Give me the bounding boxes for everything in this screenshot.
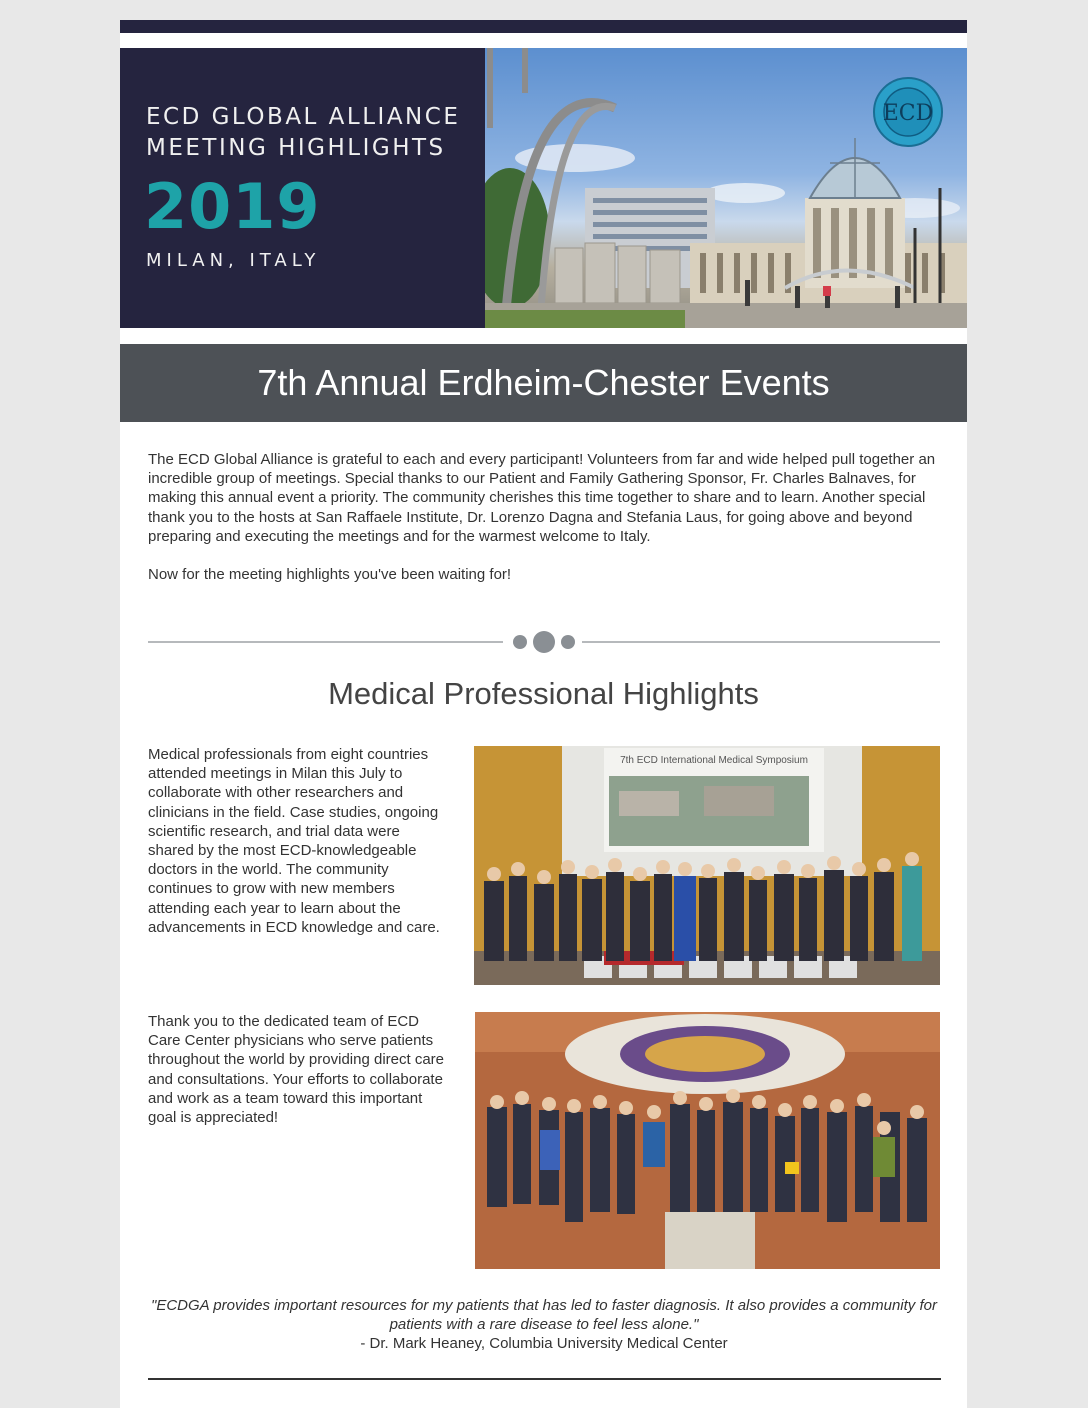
intro-paragraph-1: The ECD Global Alliance is grateful to each and every participant! Volunteers from far and wide helped pull together an incredible group of meetings. Special thanks to our Patient and Family Gathering Sponsor, Fr. Charles Balnaves, for making this annual event a priority. The community cherishes this time together to share and to learn. Another special thank you to the hosts at San Raffaele Institute, Dr. Lorenzo Dagna and Stefania Laus, for going above and beyond preparing and executing the meetings and for the warmest welcome to Italy. (148, 451, 936, 545)
intro-paragraph-2: Now for the meeting highlights you've been waiting for! (148, 566, 512, 584)
dot-divider (148, 627, 940, 657)
section-heading: Medical Professional Highlights (328, 676, 759, 711)
top-accent-bar (120, 20, 967, 33)
quote-text: "ECDGA provides important resources for my patients that has led to faster diagnosis. It also provides a community for patients with a rare disease to feel less alone." (151, 1297, 937, 1334)
hero-banner (120, 48, 967, 328)
symposium-group-photo (474, 746, 940, 985)
events-title-bar: 7th Annual Erdheim-Chester Events (120, 344, 967, 422)
care-center-photo-illustration (475, 1012, 940, 1269)
ecd-logo-icon (872, 76, 944, 148)
hero-year: 2019 (144, 170, 321, 243)
quote-attribution: - Dr. Mark Heaney, Columbia University Medical Center (360, 1335, 728, 1353)
care-center-group-photo (475, 1012, 940, 1269)
physician-quote (148, 1296, 940, 1354)
ecd-logo-text: ECD (882, 101, 934, 126)
hero-org-name: ECD GLOBAL ALLIANCE (146, 104, 461, 130)
symposium-screen-title: 7th ECD International Medical Symposium (620, 755, 808, 766)
newsletter-page (120, 20, 967, 1408)
hero-subtitle: MEETING HIGHLIGHTS (146, 135, 446, 161)
intro-text (148, 450, 943, 584)
symposium-photo-illustration (474, 746, 940, 985)
medical-professionals-text: Medical professionals from eight countries attended meetings in Milan this July to collaborate with other researchers and clinicians in the field. Case studies, ongoing scientific research, and trial data were shared by the most ECD-knowledgeable doctors in the world. The community continues to grow with new members attending each year to learn about the advancements in ECD knowledge and care. (148, 746, 440, 936)
hero-photo (485, 48, 967, 328)
hero-location: MILAN, ITALY (146, 250, 321, 271)
hero-title-panel (120, 48, 485, 328)
bottom-divider (148, 1378, 941, 1380)
care-center-text: Thank you to the dedicated team of ECD Care Center physicians who serve patients throughout the world by providing direct care and consultations. Your efforts to collaborate and work as a team toward this important goal is appreciated! (148, 1013, 445, 1127)
